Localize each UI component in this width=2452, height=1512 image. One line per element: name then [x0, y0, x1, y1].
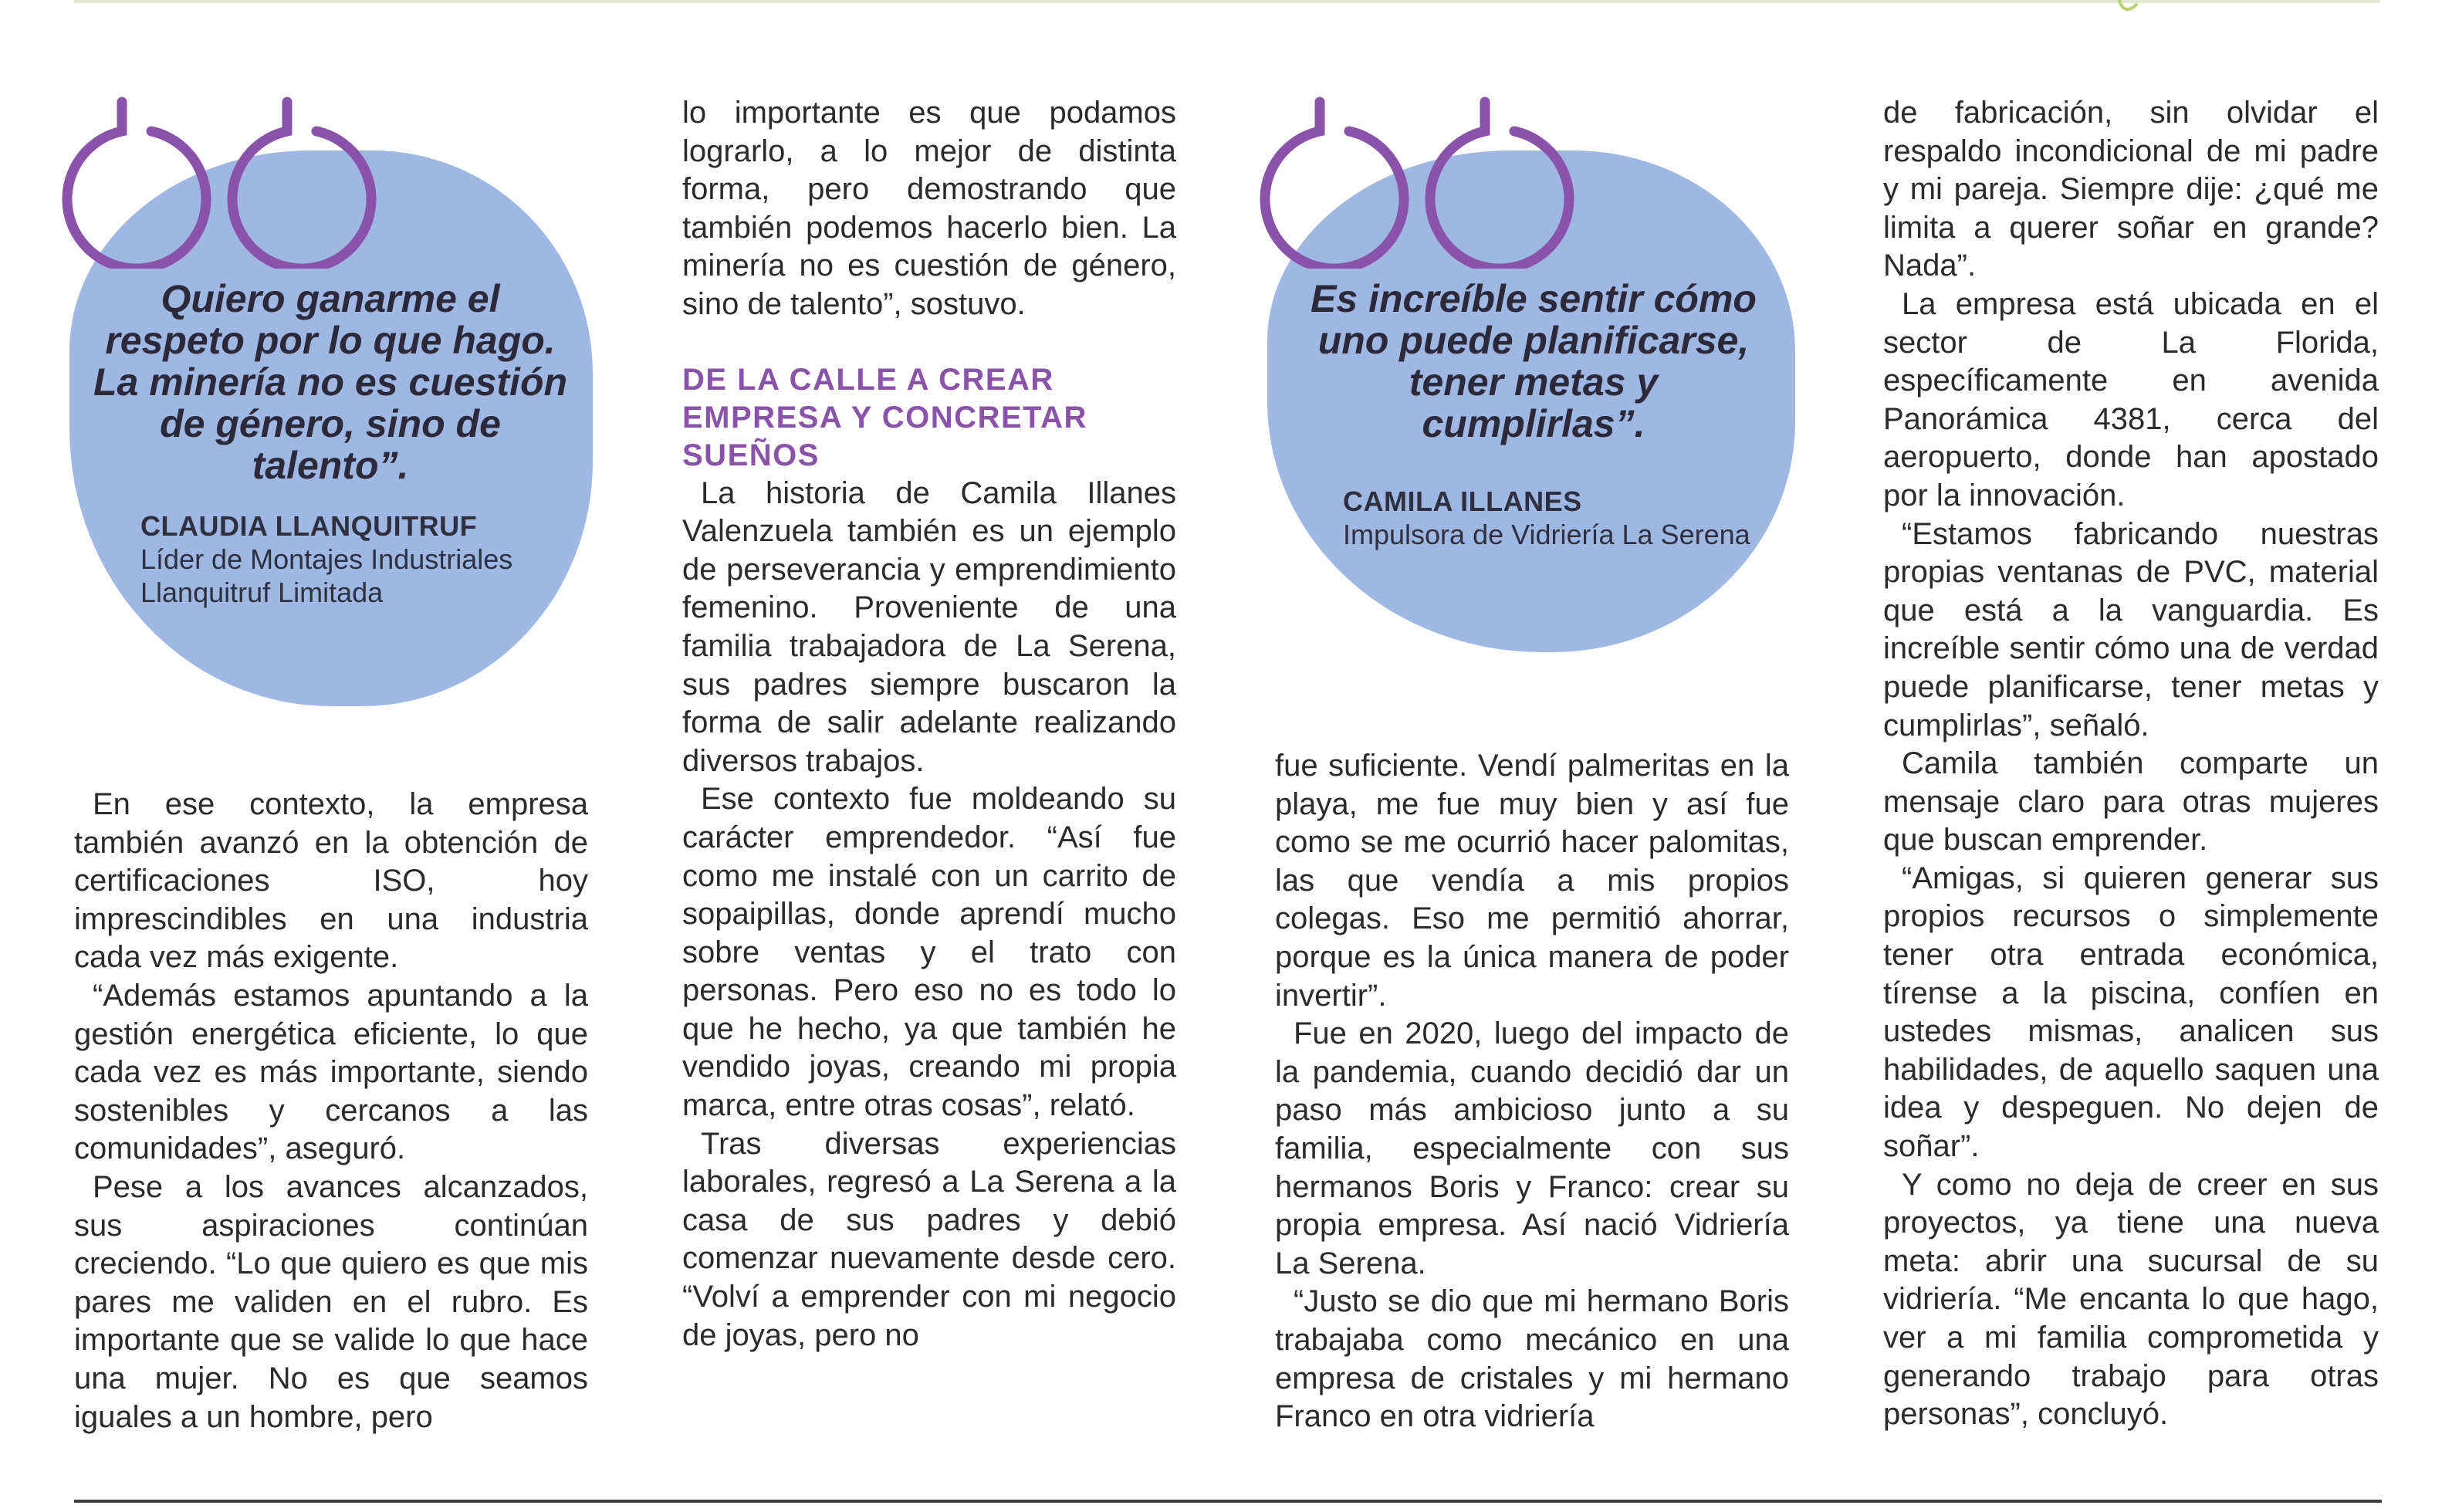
- article-column-4: [1883, 94, 2379, 1434]
- body-paragraph: fue suficiente. Vendí palmeritas en la playa, me fue muy bien y así fue como se me ocurrió hacer palomitas, las que vendía a mis propios colegas. Eso me permitió ahorrar, porque es la única manera de poder invertir”.: [1275, 749, 1789, 1013]
- attribution-name: CLAUDIA LLANQUITRUF: [140, 510, 478, 542]
- article-column-1: [74, 786, 588, 1436]
- quote-marks-icon: [51, 83, 383, 269]
- body-paragraph: “Estamos fabricando nuestras propias ventanas de PVC, material que está a la vanguardia. Es increíble sentir cómo una de verdad puede planificarse, tener metas y cumplirlas”, señaló.: [1883, 516, 2379, 742]
- body-paragraph: “Amigas, si quieren generar sus propios recursos o simplemente tener otra entrada económica, tírense a la piscina, confíen en ustedes mismas, analicen sus habilidades, de aquello saquen una idea y despeguen. No dejen de soñar”.: [1883, 861, 2379, 1164]
- body-paragraph: Fue en 2020, luego del impacto de la pandemia, cuando decidió dar un paso más ambicioso junto a su familia, especialmente con sus hermanos Boris y Franco: crear su propia empresa. Así nació Vidriería La Serena.: [1275, 1016, 1789, 1280]
- body-paragraph: de fabricación, sin olvidar el respaldo incondicional de mi padre y mi pareja. Siempre dije: ¿qué me limita a querer soñar en grande? Nada”.: [1883, 96, 2379, 283]
- pull-quote-text: Quiero ganarme el respeto por lo que hago. La minería no es cuestión de género, sino de talento”.: [93, 277, 568, 487]
- body-paragraph: lo importante es que podamos lograrlo, a lo mejor de distinta forma, pero demostrando que también podemos hacerlo bien. La minería no es cuestión de género, sino de talento”, sostuvo.: [682, 96, 1176, 321]
- body-paragraph: Camila también comparte un mensaje claro para otras mujeres que buscan emprender.: [1883, 746, 2379, 857]
- body-paragraph: “Además estamos apuntando a la gestión energética eficiente, lo que cada vez es más importante, siendo sostenibles y cercanos a las comunidades”, aseguró.: [74, 978, 588, 1166]
- decorative-swash-icon: [2116, 0, 2139, 17]
- quote-attribution: [140, 509, 557, 609]
- body-paragraph: La empresa está ubicada en el sector de La Florida, específicamente en avenida Panorámica 4381, cerca del aeropuerto, donde han apostado por la innovación.: [1883, 286, 2379, 512]
- body-paragraph: Pese a los avances alcanzados, sus aspiraciones continúan creciendo. “Lo que quiero es que mis pares me validen en el rubro. Es importante que se valide lo que hace una mujer. No es que seamos iguales a un hombre, pero: [74, 1169, 588, 1434]
- body-paragraph: “Justo se dio que mi hermano Boris trabajaba como mecánico en una empresa de cristales y mi hermano Franco en otra vidriería: [1275, 1284, 1789, 1434]
- section-heading: DE LA CALLE A CREAR EMPRESA Y CONCRETAR SUEÑOS: [682, 362, 1087, 472]
- body-paragraph: En ese contexto, la empresa también avanzó en la obtención de certificaciones ISO, hoy imprescindibles en una industria cada vez más exigente.: [74, 787, 588, 975]
- bottom-rule: [74, 1500, 2382, 1503]
- quote-marks-icon: [1249, 83, 1581, 269]
- body-paragraph: Ese contexto fue moldeando su carácter emprendedor. “Así fue como me instalé con un carrito de sopaipillas, donde aprendí mucho sobre ventas y el trato con personas. Pero eso no es todo lo que he hecho, ya que también he vendido joyas, creando mi propia marca, entre otras cosas”, relató.: [682, 782, 1176, 1123]
- body-paragraph: Tras diversas experiencias laborales, regresó a La Serena a la casa de sus padres y debió comenzar nuevamente desde cero. “Volví a emprender con mi negocio de joyas, pero no: [682, 1126, 1176, 1352]
- pull-quote-text: Es increíble sentir cómo uno puede planificarse, tener metas y cumplirlas”.: [1311, 277, 1757, 445]
- body-paragraph: La historia de Camila Illanes Valenzuela también es un ejemplo de perseverancia y emprendimiento femenino. Proveniente de una familia trabajadora de La Serena, sus padres siempre buscaron la forma de salir adelante realizando diversos trabajos.: [682, 475, 1176, 778]
- top-rule: [74, 0, 2380, 3]
- attribution-role: Líder de Montajes Industriales Llanquitruf Limitada: [140, 543, 513, 608]
- body-paragraph: Y como no deja de creer en sus proyectos, ya tiene una nueva meta: abrir una sucursal de su vidriería. “Me encanta lo que hago, ver a mi familia comprometida y generando trabajo para otras personas”, concluyó.: [1883, 1167, 2379, 1432]
- attribution-name: CAMILA ILLANES: [1343, 485, 1582, 517]
- article-column-2: [682, 94, 1176, 1355]
- attribution-role: Impulsora de Vidriería La Serena: [1343, 519, 1750, 550]
- quote-attribution: [1343, 485, 1760, 551]
- article-column-3: [1275, 747, 1789, 1436]
